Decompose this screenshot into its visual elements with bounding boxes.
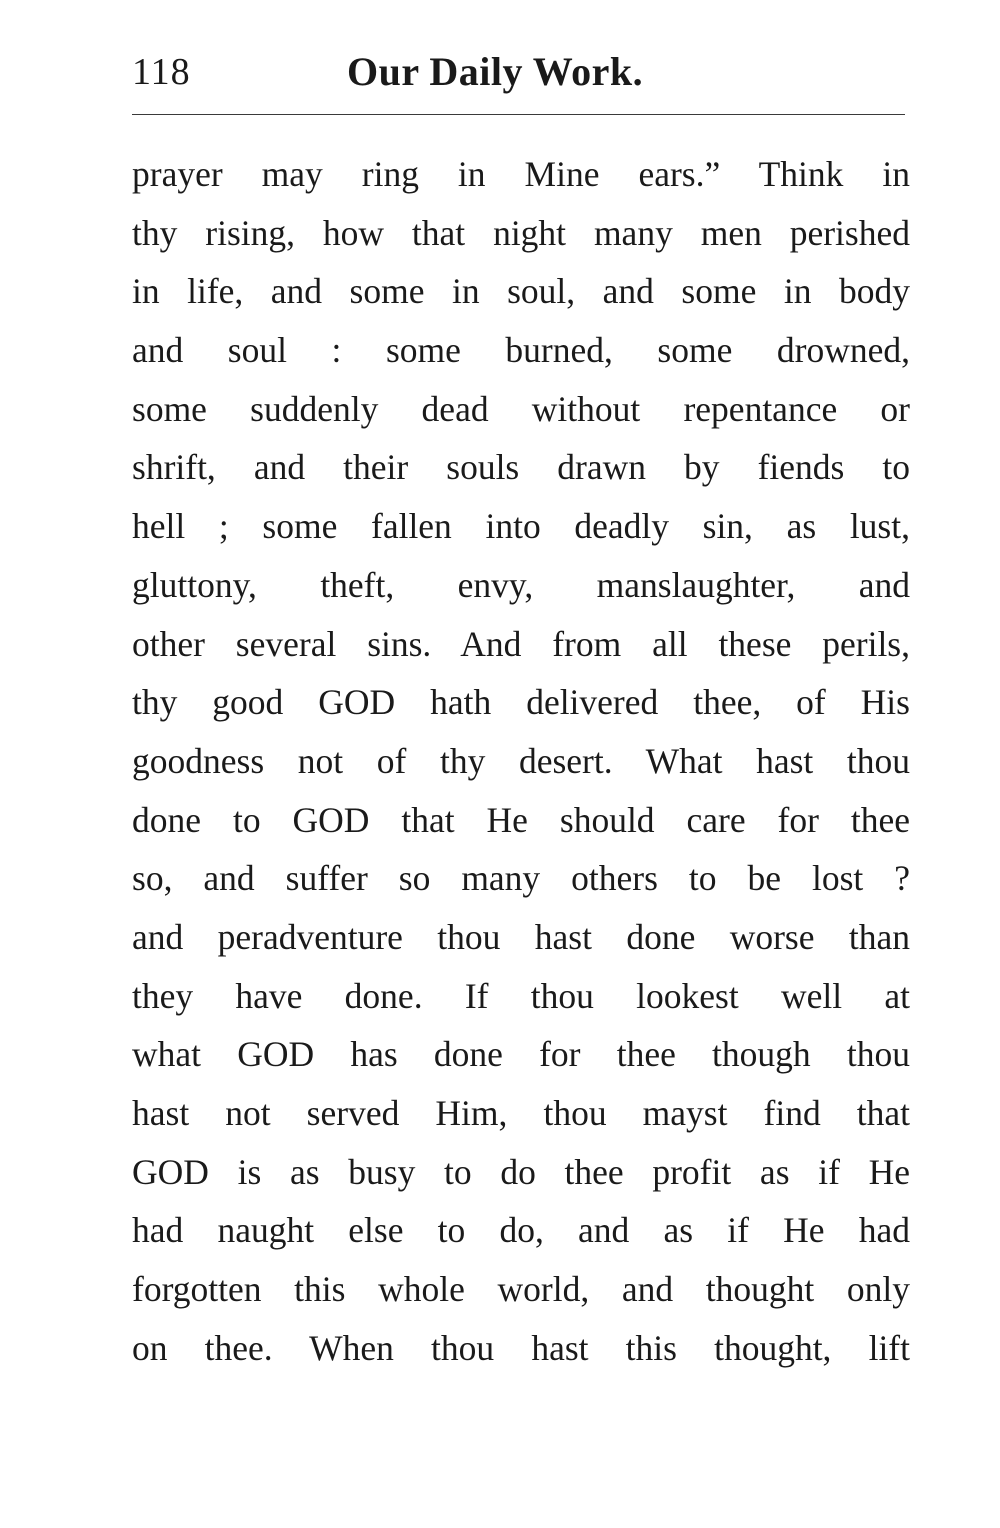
text-line: thy rising, how that night many men perished — [132, 212, 910, 253]
text-line: hell ; some fallen into deadly sin, as lust, — [132, 506, 910, 547]
text-line: GOD is as busy to do thee profit as if He — [132, 1151, 910, 1192]
page-header — [132, 46, 910, 106]
text-line: on thee. When thou hast this thought, lift — [132, 1327, 910, 1368]
text-line: shrift, and their souls drawn by fiends to — [132, 447, 910, 488]
text-line: they have done. If thou lookest well at — [132, 975, 910, 1016]
text-line: and soul : some burned, some drowned, — [132, 330, 910, 371]
page-number: 118 — [132, 51, 191, 93]
text-line: hast not served Him, thou mayst find that — [132, 1093, 910, 1133]
text-line: so, and suffer so many others to be lost ? — [132, 858, 910, 899]
text-line: what GOD has done for thee though thou — [132, 1034, 910, 1075]
text-line: some suddenly dead without repentance or — [132, 388, 910, 429]
text-line: forgotten this whole world, and thought only — [132, 1269, 910, 1310]
text-line: goodness not of thy desert. What hast thou — [132, 740, 910, 781]
text-line: and peradventure thou hast done worse than — [132, 916, 910, 957]
text-line: other several sins. And from all these perils, — [132, 623, 910, 664]
text-line: thy good GOD hath delivered thee, of His — [132, 682, 910, 723]
running-title: Our Daily Work. — [347, 49, 644, 94]
text-line: prayer may ring in Mine ears.” Think in — [132, 154, 910, 194]
text-line: had naught else to do, and as if He had — [132, 1210, 910, 1251]
text-line: gluttony, theft, envy, manslaughter, and — [132, 564, 910, 605]
text-line: in life, and some in soul, and some in body — [132, 271, 910, 312]
body-text — [132, 145, 910, 1377]
text-line: done to GOD that He should care for thee — [132, 799, 910, 840]
header-rule — [132, 114, 905, 115]
